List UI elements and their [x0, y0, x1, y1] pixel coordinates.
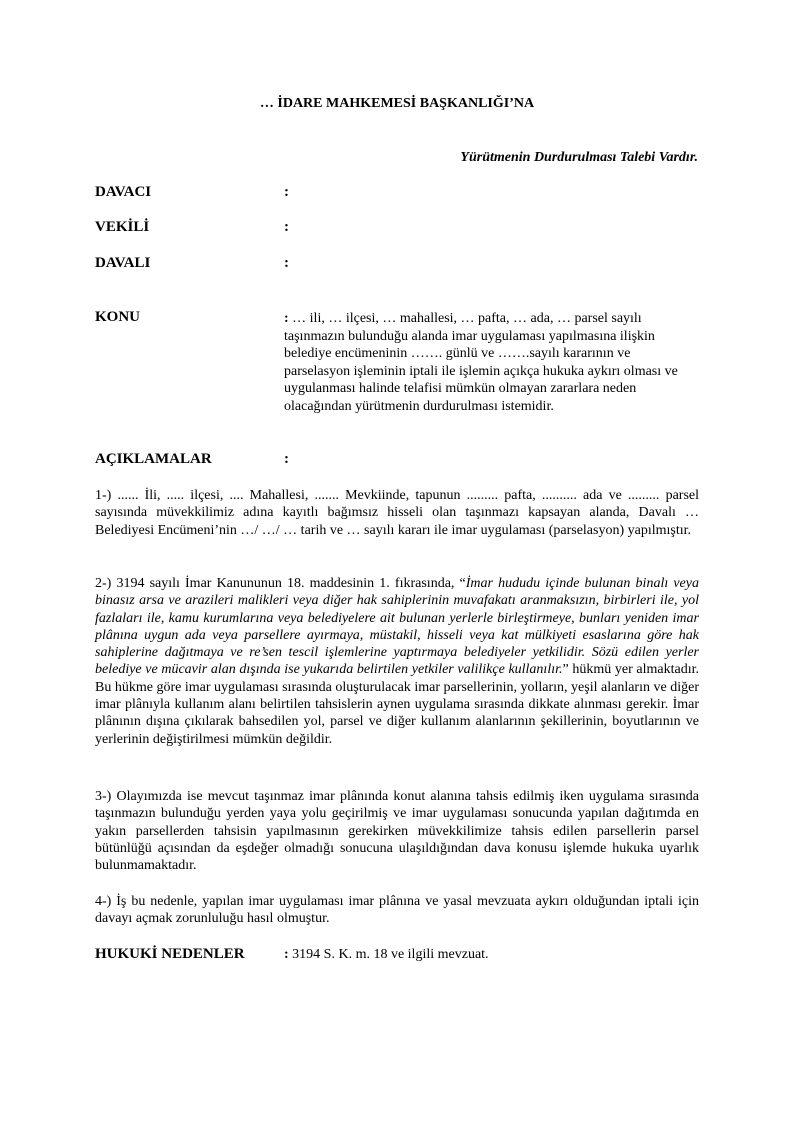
plaintiff-label: DAVACI: [95, 184, 152, 200]
paragraph-2: [95, 575, 699, 748]
explanations-label: AÇIKLAMALAR: [95, 451, 212, 467]
paragraph-3: 3-) Olayımızda ise mevcut taşınmaz imar plânında konut alanına tahsis edilmiş iken uygulama sırasında taşınmazın bulunduğu yerden yaya yolu geçirilmiş ve imar uygulaması sonucunda yapılan dağıtımda en yakın parsellerden tahsisin yapılmasının gerekirken müvekkilimize tahsis edilen parsellerin parsel bütünlüğü açısından da eşdeğer olmadığı sonucuna ulaşıldığından dava konusu işlemde hukuka uyarlık bulunmamaktadır.: [95, 789, 699, 874]
paragraph-2-quote: İmar hududu içinde bulunan binalı veya binasız arsa ve arazileri malikleri veya diğer hak sahiplerinin muvafakatı aranmaksızın, birbirleri ile, yol fazlaları ile, kamu kurumlarına veya belediyelere ait bulunan yerlerle birleştirmeye, bunları yeniden imar plânına uygun ada veya parsellere ayırmaya, müstakil, hisseli veya kat mülkiyeti esaslarına göre hak sahiplerine dağıtmaya ve re’sen tescil işlemlerine yaptırmaya belediyeler yetkilidir. Sözü edilen yerler belediye ve mücavir alan dışında ise yukarıda belirtilen yetkiler valilikçe kullanılır.: [95, 576, 699, 678]
attorney-label: VEKİLİ: [95, 219, 150, 235]
stay-request-note: Yürütmenin Durdurulması Talebi Vardır.: [460, 150, 698, 165]
plaintiff-colon: :: [284, 184, 289, 200]
defendant-label: DAVALI: [95, 255, 151, 271]
paragraph-4: 4-) İş bu nedenle, yapılan imar uygulaması imar plânına ve yasal mevzuata aykırı olduğundan iptali için davayı açmak zorunluluğu hasıl olmuştur.: [95, 894, 699, 927]
subject-body: … ili, … ilçesi, … mahallesi, … pafta, … ada, … parsel sayılı taşınmazın bulunduğu alanda imar uygulaması yapılmasına ilişkin belediye encümeninin ……. günlü ve …….sayılı kararının ve parselasyon işleminin iptali ile işlemin açıkça hukuka aykırı olması ve uygulanması halinde telafisi mümkün olmayan zararlara neden olacağından yürütmenin durdurulması istemidir.: [284, 311, 678, 414]
paragraph-2-intro: 2-) 3194 sayılı İmar Kanununun 18. maddesinin 1. fıkrasında, “: [95, 576, 466, 591]
legal-grounds-text: [284, 947, 489, 963]
attorney-colon: :: [284, 219, 289, 235]
paragraph-2-rest: ” hükmü yer almaktadır. Bu hükme göre imar uygulaması sırasında oluşturulacak imar parsellerinin, yolların, yeşil alanların ve diğer imar plânıyla kullanım alanı belirtilen tahsislerin aynen uygulama sırasında dikkate alınması gerekir. İmar plânının dışına çıkılarak bahsedilen yol, parsel ve diğer kullanım alanlarının şekillerinin, boyutlarının ve yerlerinin değiştirilmesi mümkün değildir.: [95, 662, 699, 747]
paragraph-1: 1-) ...... İli, ..... ilçesi, .... Mahallesi, ....... Mevkiinde, tapunun ......... pafta, .......... ada ve ......... parsel sayısında müvekkilimiz adına kayıtlı bağımsız hisseli olan taşınmazı kapsayan alanda, Davalı … Belediyesi Encümeni’nin …/ …/ … tarih ve … sayılı kararı ile imar uygulaması (parselasyon) yapılmıştır.: [95, 488, 699, 538]
explanations-colon: :: [284, 451, 289, 467]
subject-colon: :: [284, 311, 289, 326]
subject-label: KONU: [95, 309, 140, 325]
legal-grounds-body: 3194 S. K. m. 18 ve ilgili mevzuat.: [288, 947, 489, 962]
subject-text: [284, 310, 699, 415]
legal-grounds-label: HUKUKİ NEDENLER: [95, 946, 245, 962]
court-title: … İDARE MAHKEMESİ BAŞKANLIĞI’NA: [259, 96, 535, 111]
defendant-colon: :: [284, 255, 289, 271]
legal-grounds-colon: :: [284, 947, 289, 962]
